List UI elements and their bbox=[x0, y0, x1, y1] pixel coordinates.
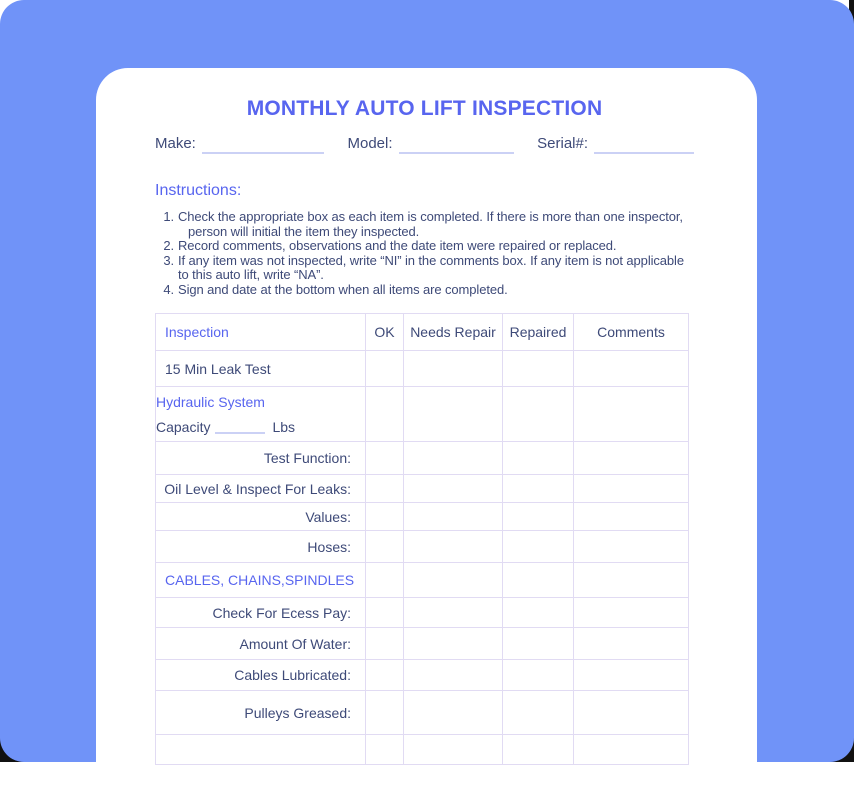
needs-repair-cell[interactable] bbox=[404, 598, 503, 628]
repaired-cell[interactable] bbox=[503, 387, 574, 442]
make-input-line[interactable] bbox=[202, 138, 324, 154]
row-label bbox=[156, 735, 366, 765]
ok-cell[interactable] bbox=[366, 351, 404, 387]
comments-cell[interactable] bbox=[574, 442, 689, 475]
instruction-number: 2. bbox=[163, 238, 174, 253]
row-label: Cables Lubricated: bbox=[156, 660, 366, 691]
table-row bbox=[156, 475, 689, 503]
instruction-text: If any item was not inspected, write “NI” in the comments box. If any item is not applicable to this auto lift, write “NA”. bbox=[178, 252, 684, 282]
comments-cell[interactable] bbox=[574, 598, 689, 628]
page-title: MONTHLY AUTO LIFT INSPECTION bbox=[246, 97, 603, 120]
needs-repair-cell[interactable] bbox=[404, 475, 503, 503]
form-card bbox=[96, 68, 757, 808]
ok-cell[interactable] bbox=[366, 531, 404, 563]
table-row bbox=[156, 691, 689, 735]
comments-cell[interactable] bbox=[574, 531, 689, 563]
ok-cell[interactable] bbox=[366, 442, 404, 475]
needs-repair-cell[interactable] bbox=[404, 387, 503, 442]
needs-repair-cell[interactable] bbox=[404, 503, 503, 531]
comments-cell[interactable] bbox=[574, 387, 689, 442]
capacity-label: Capacity bbox=[156, 418, 211, 435]
table-row bbox=[156, 351, 689, 387]
serial-input-line[interactable] bbox=[594, 138, 694, 154]
needs-repair-cell[interactable] bbox=[404, 735, 503, 765]
instructions-heading: Instructions: bbox=[155, 182, 242, 199]
instruction-item bbox=[159, 254, 694, 283]
comments-cell[interactable] bbox=[574, 628, 689, 660]
needs-repair-cell[interactable] bbox=[404, 531, 503, 563]
repaired-cell[interactable] bbox=[503, 475, 574, 503]
table-row bbox=[156, 387, 689, 442]
capacity-input-line[interactable] bbox=[215, 421, 265, 434]
instruction-number: 3. bbox=[163, 252, 174, 268]
header-comments: Comments bbox=[574, 314, 689, 351]
instructions-list bbox=[155, 210, 694, 297]
repaired-cell[interactable] bbox=[503, 660, 574, 691]
table-row bbox=[156, 442, 689, 475]
row-label: Hoses: bbox=[156, 531, 366, 563]
repaired-cell[interactable] bbox=[503, 442, 574, 475]
repaired-cell[interactable] bbox=[503, 563, 574, 598]
serial-label: Serial#: bbox=[537, 135, 588, 152]
instruction-text: Check the appropriate box as each item is completed. If there is more than one inspector, person will initial the item they inspected. bbox=[178, 209, 683, 239]
row-label: Test Function: bbox=[156, 442, 366, 475]
ok-cell[interactable] bbox=[366, 628, 404, 660]
comments-cell[interactable] bbox=[574, 735, 689, 765]
header-repaired: Repaired bbox=[503, 314, 574, 351]
model-field bbox=[347, 134, 513, 154]
row-label: 15 Min Leak Test bbox=[156, 351, 366, 387]
ok-cell[interactable] bbox=[366, 503, 404, 531]
comments-cell[interactable] bbox=[574, 563, 689, 598]
needs-repair-cell[interactable] bbox=[404, 691, 503, 735]
instruction-number: 4. bbox=[163, 281, 174, 297]
row-label: Pulleys Greased: bbox=[156, 691, 366, 735]
make-label: Make: bbox=[155, 135, 196, 152]
instruction-item bbox=[159, 239, 694, 254]
repaired-cell[interactable] bbox=[503, 351, 574, 387]
instruction-text: Record comments, observations and the date item were repaired or replaced. bbox=[178, 238, 617, 253]
table-row bbox=[156, 531, 689, 563]
table-row bbox=[156, 628, 689, 660]
repaired-cell[interactable] bbox=[503, 531, 574, 563]
row-label: Check For Ecess Pay: bbox=[156, 598, 366, 628]
instruction-number: 1. bbox=[163, 209, 174, 224]
instruction-item bbox=[159, 283, 694, 298]
header-ok: OK bbox=[366, 314, 404, 351]
row-label: Oil Level & Inspect For Leaks: bbox=[156, 475, 366, 503]
ok-cell[interactable] bbox=[366, 735, 404, 765]
capacity-field bbox=[156, 418, 365, 436]
comments-cell[interactable] bbox=[574, 691, 689, 735]
ok-cell[interactable] bbox=[366, 598, 404, 628]
inspection-table bbox=[155, 313, 689, 765]
table-header-row bbox=[156, 314, 689, 351]
comments-cell[interactable] bbox=[574, 660, 689, 691]
table-row bbox=[156, 598, 689, 628]
row-label: Values: bbox=[156, 503, 366, 531]
needs-repair-cell[interactable] bbox=[404, 351, 503, 387]
needs-repair-cell[interactable] bbox=[404, 660, 503, 691]
identity-fields bbox=[155, 134, 694, 154]
instruction-text: Sign and date at the bottom when all items are completed. bbox=[178, 281, 508, 297]
header-needs-repair: Needs Repair bbox=[404, 314, 503, 351]
needs-repair-cell[interactable] bbox=[404, 628, 503, 660]
table-row bbox=[156, 563, 689, 598]
section-title: CABLES, CHAINS,SPINDLES bbox=[156, 563, 366, 598]
repaired-cell[interactable] bbox=[503, 503, 574, 531]
instruction-item bbox=[159, 210, 694, 239]
comments-cell[interactable] bbox=[574, 503, 689, 531]
comments-cell[interactable] bbox=[574, 351, 689, 387]
row-label bbox=[156, 387, 366, 442]
section-title: Hydraulic System bbox=[156, 393, 265, 410]
ok-cell[interactable] bbox=[366, 387, 404, 442]
repaired-cell[interactable] bbox=[503, 691, 574, 735]
ok-cell[interactable] bbox=[366, 660, 404, 691]
capacity-unit: Lbs bbox=[272, 418, 296, 435]
row-label: Amount Of Water: bbox=[156, 628, 366, 660]
header-inspection: Inspection bbox=[156, 314, 366, 351]
repaired-cell[interactable] bbox=[503, 598, 574, 628]
comments-cell[interactable] bbox=[574, 475, 689, 503]
needs-repair-cell[interactable] bbox=[404, 442, 503, 475]
make-field bbox=[155, 134, 324, 154]
table-row bbox=[156, 735, 689, 765]
table-row bbox=[156, 660, 689, 691]
ok-cell[interactable] bbox=[366, 563, 404, 598]
serial-field bbox=[537, 134, 694, 154]
model-label: Model: bbox=[347, 135, 393, 152]
table-row bbox=[156, 503, 689, 531]
repaired-cell[interactable] bbox=[503, 628, 574, 660]
repaired-cell[interactable] bbox=[503, 735, 574, 765]
ok-cell[interactable] bbox=[366, 691, 404, 735]
needs-repair-cell[interactable] bbox=[404, 563, 503, 598]
ok-cell[interactable] bbox=[366, 475, 404, 503]
model-input-line[interactable] bbox=[399, 138, 514, 154]
